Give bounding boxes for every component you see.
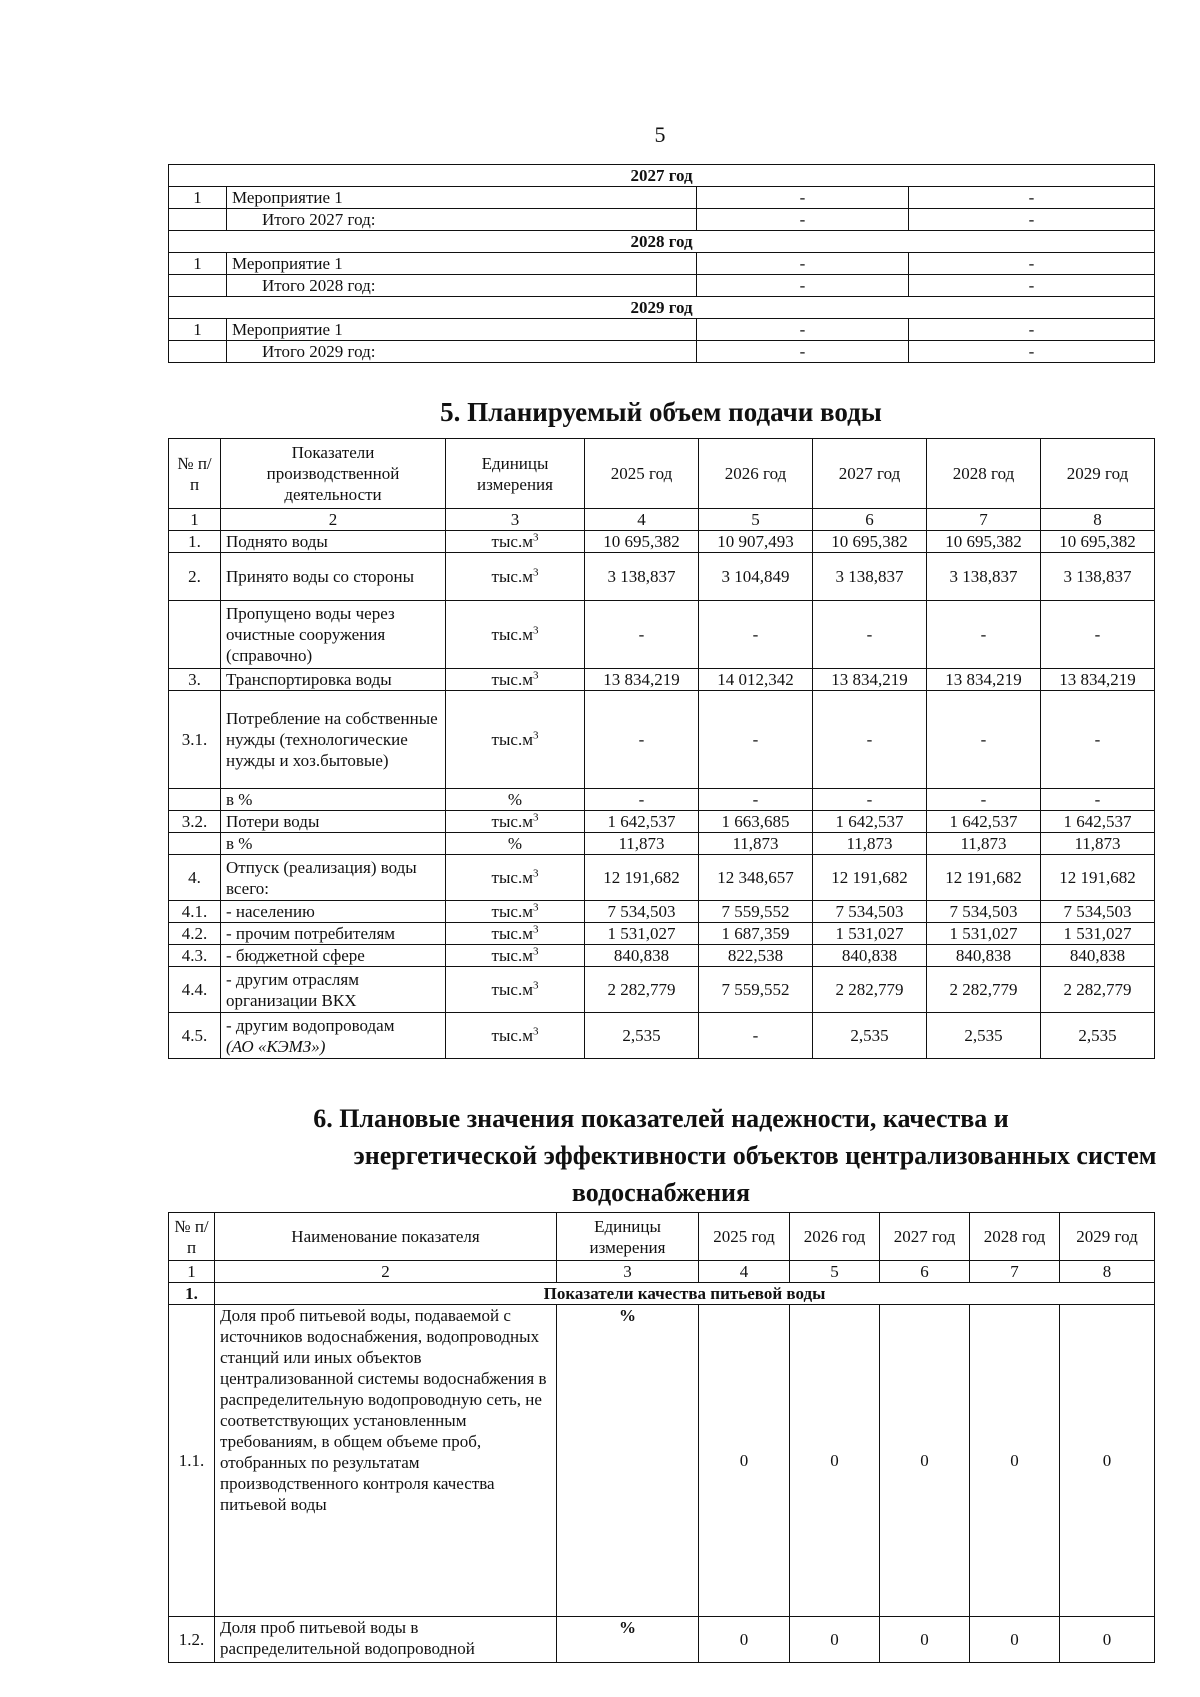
empty-cell (169, 209, 227, 231)
row-number: 1.1. (169, 1305, 215, 1617)
indicator-text: Пропущено воды через очистные сооружения (справочно) (226, 604, 395, 665)
unit-superscript: 3 (532, 566, 539, 579)
row-number: 3.1. (169, 691, 221, 789)
unit-text: % (507, 790, 523, 809)
value-cell: 3 104,849 (699, 553, 813, 601)
unit-cell (446, 833, 585, 855)
value-cell: - (699, 789, 813, 811)
column-number-row (169, 509, 1155, 531)
value-cell: - (1041, 789, 1155, 811)
indicator-text: Потери воды (226, 812, 320, 831)
unit-cell (446, 691, 585, 789)
unit-cell (446, 967, 585, 1013)
unit-text: тыс.м (491, 946, 533, 965)
column-number: 6 (880, 1261, 970, 1283)
value-cell: 11,873 (813, 833, 927, 855)
value-cell: 0 (970, 1305, 1060, 1617)
group-title: Показатели качества питьевой воды (215, 1283, 1155, 1305)
value-cell: 7 534,503 (813, 901, 927, 923)
value-cell: 1 531,027 (1041, 923, 1155, 945)
indicator-name (221, 531, 446, 553)
unit-text: тыс.м (491, 924, 533, 943)
value-cell: 11,873 (699, 833, 813, 855)
indicator-name: Доля проб питьевой воды в распределительной водопроводной (215, 1617, 557, 1663)
indicator-name (221, 833, 446, 855)
section6-title-line2: энергетической эффективности объектов централизованных систем (353, 1141, 1157, 1170)
event-value: - (909, 253, 1155, 275)
value-cell: 13 834,219 (927, 669, 1041, 691)
column-number: 7 (927, 509, 1041, 531)
column-header: 2029 год (1041, 439, 1155, 509)
event-name: Мероприятие 1 (227, 187, 697, 209)
empty-cell (169, 341, 227, 363)
row-number: 4.5. (169, 1013, 221, 1059)
year-title: 2027 год (169, 165, 1155, 187)
row-number: 4. (169, 855, 221, 901)
indicator-name (221, 967, 446, 1013)
value-cell: 2,535 (1041, 1013, 1155, 1059)
value-cell: - (927, 789, 1041, 811)
column-header: 2025 год (585, 439, 699, 509)
value-cell: 0 (880, 1305, 970, 1617)
indicator-name (221, 901, 446, 923)
column-header: 2025 год (699, 1213, 790, 1261)
total-label: Итого 2029 год: (227, 341, 697, 363)
unit-text: тыс.м (491, 812, 533, 831)
unit-text: тыс.м (491, 625, 533, 644)
event-name: Мероприятие 1 (227, 253, 697, 275)
row-number: 1 (169, 253, 227, 275)
table-row (169, 855, 1155, 901)
table-row (169, 811, 1155, 833)
indicator-name (221, 789, 446, 811)
table-row (169, 601, 1155, 669)
value-cell: 1 687,359 (699, 923, 813, 945)
total-label: Итого 2027 год: (227, 209, 697, 231)
value-cell: 0 (699, 1305, 790, 1617)
value-cell: 822,538 (699, 945, 813, 967)
value-cell: 11,873 (1041, 833, 1155, 855)
section6-title-line3: водоснабжения (571, 1178, 751, 1207)
column-header: 2027 год (880, 1213, 970, 1261)
table-row (169, 833, 1155, 855)
value-cell: 3 138,837 (585, 553, 699, 601)
indicator-text: Транспортировка воды (226, 670, 392, 689)
table-row (169, 553, 1155, 601)
value-cell: 0 (970, 1617, 1060, 1663)
value-cell: 2 282,779 (927, 967, 1041, 1013)
header-row (169, 1213, 1155, 1261)
value-cell: 0 (880, 1617, 970, 1663)
year-header-row (169, 231, 1155, 253)
indicator-name (221, 811, 446, 833)
value-cell: 2 282,779 (1041, 967, 1155, 1013)
unit-cell (446, 669, 585, 691)
value-cell: 1 642,537 (927, 811, 1041, 833)
unit-superscript: 3 (532, 901, 539, 914)
value-cell: - (699, 1013, 813, 1059)
column-number-row (169, 1261, 1155, 1283)
value-cell: 3 138,837 (927, 553, 1041, 601)
page-number: 5 (654, 122, 666, 147)
value-cell: 840,838 (585, 945, 699, 967)
column-number: 2 (215, 1261, 557, 1283)
value-cell: 2 282,779 (585, 967, 699, 1013)
value-cell: 12 191,682 (585, 855, 699, 901)
unit-text: тыс.м (491, 868, 533, 887)
table-row (169, 945, 1155, 967)
column-number: 3 (557, 1261, 699, 1283)
value-cell: 7 534,503 (1041, 901, 1155, 923)
value-cell: 10 695,382 (1041, 531, 1155, 553)
value-cell: 10 907,493 (699, 531, 813, 553)
event-value: - (909, 319, 1155, 341)
section5-title: 5. Планируемый объем подачи воды (440, 397, 882, 427)
indicator-text: Потребление на собственные нужды (технологические нужды и хоз.бытовые) (226, 709, 438, 770)
value-cell: 12 191,682 (927, 855, 1041, 901)
value-cell: 11,873 (927, 833, 1041, 855)
indicator-text: - другим отраслям организации ВКХ (226, 969, 359, 1010)
unit-superscript: 3 (532, 1025, 539, 1038)
event-value: - (697, 187, 909, 209)
value-cell: - (813, 691, 927, 789)
unit-cell (446, 855, 585, 901)
value-cell: 13 834,219 (585, 669, 699, 691)
unit-cell (446, 601, 585, 669)
unit-text: % (507, 834, 523, 853)
row-number: 4.2. (169, 923, 221, 945)
indicator-text: - другим водопроводам (226, 1015, 395, 1035)
row-number (169, 833, 221, 855)
column-header: Единицы измерения (446, 439, 585, 509)
event-value: - (697, 253, 909, 275)
unit-superscript: 3 (532, 531, 539, 544)
column-header: 2027 год (813, 439, 927, 509)
unit-cell (446, 531, 585, 553)
value-cell: 3 138,837 (813, 553, 927, 601)
row-number: 1. (169, 531, 221, 553)
table-row (169, 669, 1155, 691)
event-value: - (697, 319, 909, 341)
value-cell: 0 (1060, 1617, 1155, 1663)
value-cell: 13 834,219 (1041, 669, 1155, 691)
value-cell: 12 191,682 (1041, 855, 1155, 901)
event-name: Мероприятие 1 (227, 319, 697, 341)
total-row (169, 341, 1155, 363)
indicator-text: Отпуск (реализация) воды всего: (226, 857, 417, 898)
table-row (169, 967, 1155, 1013)
indicator-text: - населению (226, 902, 315, 921)
event-value: - (909, 187, 1155, 209)
value-cell: - (699, 601, 813, 669)
unit-cell (446, 553, 585, 601)
column-header: № п/п (169, 1213, 215, 1261)
value-cell: - (927, 691, 1041, 789)
year-header-row (169, 297, 1155, 319)
unit-superscript: 3 (532, 923, 539, 936)
unit-superscript: 3 (532, 729, 539, 742)
value-cell: - (699, 691, 813, 789)
unit-cell (446, 1013, 585, 1059)
unit-superscript: 3 (532, 979, 539, 992)
table-row (169, 1617, 1155, 1663)
row-number: 4.1. (169, 901, 221, 923)
indicator-name (221, 855, 446, 901)
indicator-text: в % (226, 790, 253, 809)
value-cell: 13 834,219 (813, 669, 927, 691)
unit-cell (446, 811, 585, 833)
unit-superscript: 3 (532, 945, 539, 958)
year-title: 2028 год (169, 231, 1155, 253)
column-number: 3 (446, 509, 585, 531)
indicator-text: Принято воды со стороны (226, 567, 415, 586)
indicator-text: в % (226, 834, 253, 853)
total-label: Итого 2028 год: (227, 275, 697, 297)
indicator-name: Доля проб питьевой воды, подаваемой с источников водоснабжения, водопроводных станций или иных объектов централизованной системы водоснабжения в распределительную водопроводную сеть, не соответствующих установленным требованиям, в общем объеме проб, отобранных по результатам производственного контроля качества питьевой воды (215, 1305, 557, 1617)
table-row (169, 1013, 1155, 1059)
value-cell: - (1041, 691, 1155, 789)
table-row (169, 1305, 1155, 1617)
column-header: 2026 год (790, 1213, 880, 1261)
value-cell: 7 559,552 (699, 901, 813, 923)
event-row (169, 319, 1155, 341)
unit-superscript: 3 (532, 811, 539, 824)
total-value: - (909, 275, 1155, 297)
value-cell: 11,873 (585, 833, 699, 855)
unit-cell (446, 901, 585, 923)
indicator-name (221, 945, 446, 967)
total-row (169, 275, 1155, 297)
value-cell: 3 138,837 (1041, 553, 1155, 601)
indicator-name (221, 601, 446, 669)
unit-text: тыс.м (491, 670, 533, 689)
column-header: 2028 год (970, 1213, 1060, 1261)
value-cell: 1 531,027 (813, 923, 927, 945)
row-number: 1 (169, 187, 227, 209)
indicator-name (221, 691, 446, 789)
value-cell: 10 695,382 (927, 531, 1041, 553)
table-row (169, 691, 1155, 789)
column-number: 1 (169, 509, 221, 531)
value-cell: 1 531,027 (585, 923, 699, 945)
value-cell: 1 642,537 (1041, 811, 1155, 833)
unit-cell: % (557, 1617, 699, 1663)
value-cell: - (585, 691, 699, 789)
value-cell: 1 531,027 (927, 923, 1041, 945)
group-row (169, 1283, 1155, 1305)
water-volume-table (168, 438, 1155, 1059)
unit-text: тыс.м (491, 532, 533, 551)
indicators-table (168, 1212, 1155, 1663)
unit-superscript: 3 (532, 867, 539, 880)
row-number: 4.3. (169, 945, 221, 967)
empty-cell (169, 275, 227, 297)
value-cell: 1 642,537 (585, 811, 699, 833)
value-cell: 7 534,503 (585, 901, 699, 923)
events-table (168, 164, 1155, 363)
value-cell: - (585, 601, 699, 669)
indicator-name (221, 1013, 446, 1059)
total-value: - (697, 275, 909, 297)
indicator-name (221, 923, 446, 945)
row-number: 2. (169, 553, 221, 601)
value-cell: 0 (1060, 1305, 1155, 1617)
event-row (169, 187, 1155, 209)
column-number: 6 (813, 509, 927, 531)
unit-text: тыс.м (491, 730, 533, 749)
total-value: - (697, 341, 909, 363)
row-number (169, 789, 221, 811)
unit-text: тыс.м (491, 902, 533, 921)
column-number: 5 (790, 1261, 880, 1283)
unit-text: тыс.м (491, 567, 533, 586)
column-number: 4 (699, 1261, 790, 1283)
value-cell: 0 (699, 1617, 790, 1663)
unit-text: тыс.м (491, 980, 533, 999)
column-number: 4 (585, 509, 699, 531)
column-number: 8 (1041, 509, 1155, 531)
column-header: № п/п (169, 439, 221, 509)
column-number: 8 (1060, 1261, 1155, 1283)
value-cell: 840,838 (813, 945, 927, 967)
value-cell: - (585, 789, 699, 811)
value-cell: 10 695,382 (585, 531, 699, 553)
indicator-text: Поднято воды (226, 532, 328, 551)
value-cell: 2,535 (585, 1013, 699, 1059)
indicator-name (221, 669, 446, 691)
row-number: 3.2. (169, 811, 221, 833)
row-number: 4.4. (169, 967, 221, 1013)
value-cell: 840,838 (1041, 945, 1155, 967)
column-header: Показатели производственной деятельности (221, 439, 446, 509)
column-header: 2026 год (699, 439, 813, 509)
year-title: 2029 год (169, 297, 1155, 319)
column-number: 2 (221, 509, 446, 531)
value-cell: 1 663,685 (699, 811, 813, 833)
column-number: 7 (970, 1261, 1060, 1283)
value-cell: 1 642,537 (813, 811, 927, 833)
value-cell: 7 534,503 (927, 901, 1041, 923)
row-number: 3. (169, 669, 221, 691)
value-cell: 2,535 (927, 1013, 1041, 1059)
table-row (169, 531, 1155, 553)
indicator-text: - прочим потребителям (226, 924, 396, 943)
value-cell: 14 012,342 (699, 669, 813, 691)
unit-cell (446, 945, 585, 967)
value-cell: 2 282,779 (813, 967, 927, 1013)
column-header: Единицы измерения (557, 1213, 699, 1261)
group-number: 1. (169, 1283, 215, 1305)
value-cell: - (813, 789, 927, 811)
value-cell: 12 348,657 (699, 855, 813, 901)
row-number: 1 (169, 319, 227, 341)
value-cell: 0 (790, 1617, 880, 1663)
row-number: 1.2. (169, 1617, 215, 1663)
value-cell: - (813, 601, 927, 669)
value-cell: 0 (790, 1305, 880, 1617)
section6-title-line1: 6. Плановые значения показателей надежности, качества и (313, 1104, 1009, 1133)
unit-superscript: 3 (532, 624, 539, 637)
value-cell: 2,535 (813, 1013, 927, 1059)
value-cell: 12 191,682 (813, 855, 927, 901)
table-row (169, 901, 1155, 923)
value-cell: 7 559,552 (699, 967, 813, 1013)
unit-cell: % (557, 1305, 699, 1617)
column-header: 2029 год (1060, 1213, 1155, 1261)
row-number (169, 601, 221, 669)
total-value: - (909, 341, 1155, 363)
year-header-row (169, 165, 1155, 187)
value-cell: 10 695,382 (813, 531, 927, 553)
unit-cell (446, 789, 585, 811)
unit-text: тыс.м (491, 1026, 533, 1045)
indicator-text: - бюджетной сфере (226, 946, 365, 965)
column-header: 2028 год (927, 439, 1041, 509)
table-row (169, 923, 1155, 945)
indicator-note: (АО «КЭМЗ») (226, 1036, 326, 1056)
value-cell: - (1041, 601, 1155, 669)
column-number: 5 (699, 509, 813, 531)
table-row (169, 789, 1155, 811)
value-cell: 840,838 (927, 945, 1041, 967)
total-row (169, 209, 1155, 231)
header-row (169, 439, 1155, 509)
indicator-name (221, 553, 446, 601)
value-cell: - (927, 601, 1041, 669)
total-value: - (909, 209, 1155, 231)
section6-title (168, 1100, 1200, 1211)
column-header: Наименование показателя (215, 1213, 557, 1261)
unit-cell (446, 923, 585, 945)
column-number: 1 (169, 1261, 215, 1283)
unit-superscript: 3 (532, 669, 539, 682)
event-row (169, 253, 1155, 275)
total-value: - (697, 209, 909, 231)
